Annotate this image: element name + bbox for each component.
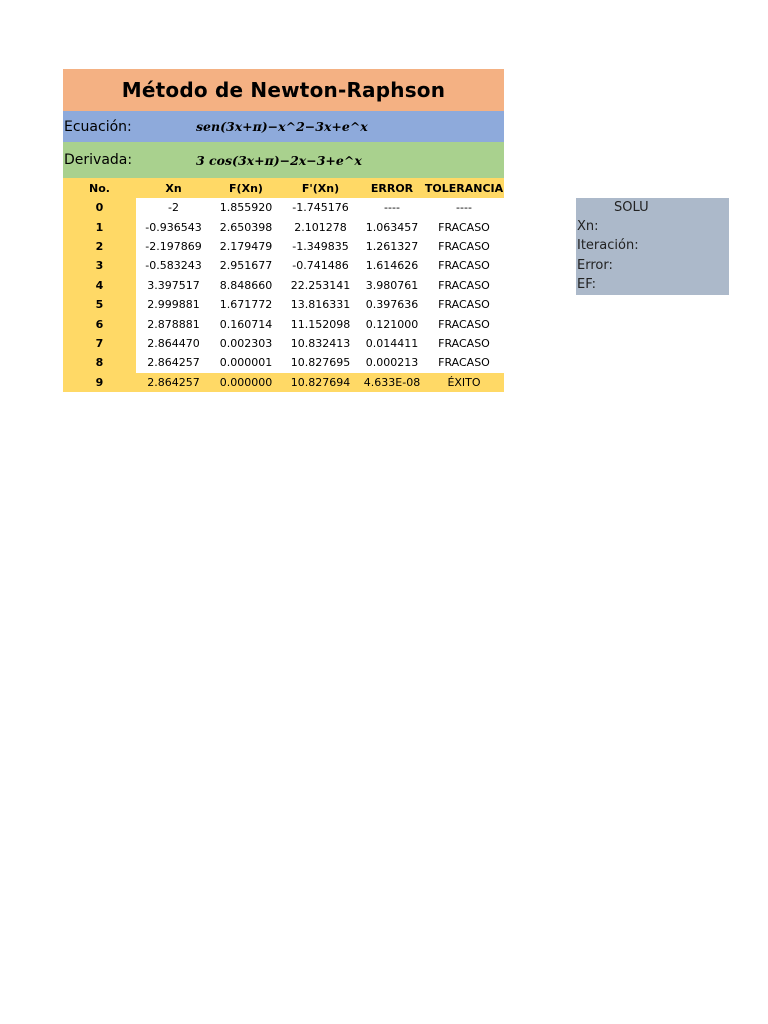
sheet-title: Método de Newton-Raphson (63, 69, 504, 111)
cell-no: 2 (63, 237, 136, 256)
cell-fxn: 0.000001 (211, 353, 281, 372)
table-row (63, 198, 504, 217)
header-dfxn: F'(Xn) (281, 178, 360, 198)
cell-dfxn: 10.832413 (281, 334, 360, 353)
solution-title: SOLU (614, 200, 649, 215)
cell-tolerancia: FRACASO (424, 314, 504, 333)
cell-no: 8 (63, 353, 136, 372)
cell-no: 6 (63, 314, 136, 333)
cell-no: 4 (63, 276, 136, 295)
cell-dfxn: -1.745176 (281, 198, 360, 217)
cell-fxn: 0.160714 (211, 314, 281, 333)
cell-error: 1.063457 (360, 217, 424, 236)
ecuacion-label: Ecuación: (64, 118, 132, 135)
cell-error: 0.121000 (360, 314, 424, 333)
cell-error: 4.633E-08 (360, 373, 424, 392)
cell-dfxn: -0.741486 (281, 256, 360, 275)
cell-fxn: 0.002303 (211, 334, 281, 353)
cell-error: 0.397636 (360, 295, 424, 314)
newton-raphson-sheet (63, 69, 504, 392)
cell-xn: 3.397517 (136, 276, 211, 295)
solution-xn-label: Xn: (577, 219, 599, 234)
cell-no: 5 (63, 295, 136, 314)
cell-fxn: 2.179479 (211, 237, 281, 256)
cell-fxn: 2.951677 (211, 256, 281, 275)
table-row (63, 237, 504, 256)
cell-dfxn: 22.253141 (281, 276, 360, 295)
cell-tolerancia: FRACASO (424, 237, 504, 256)
cell-tolerancia: ---- (424, 198, 504, 217)
cell-tolerancia: FRACASO (424, 276, 504, 295)
cell-dfxn: 13.816331 (281, 295, 360, 314)
cell-tolerancia: FRACASO (424, 217, 504, 236)
cell-tolerancia: FRACASO (424, 256, 504, 275)
cell-error: 1.614626 (360, 256, 424, 275)
table-row (63, 334, 504, 353)
cell-fxn: 1.671772 (211, 295, 281, 314)
cell-xn: 2.864257 (136, 373, 211, 392)
table-row (63, 373, 504, 392)
cell-dfxn: 10.827695 (281, 353, 360, 372)
table-row (63, 353, 504, 372)
table-row (63, 314, 504, 333)
header-error: ERROR (360, 178, 424, 198)
header-xn: Xn (136, 178, 211, 198)
ecuacion-row (63, 111, 504, 142)
cell-xn: -2.197869 (136, 237, 211, 256)
header-fxn: F(Xn) (211, 178, 281, 198)
cell-error: 0.000213 (360, 353, 424, 372)
table-header-row (63, 178, 504, 198)
cell-tolerancia: FRACASO (424, 295, 504, 314)
solution-panel (576, 198, 729, 295)
derivada-formula: 3 cos(3x+π)−2x−3+e^x (196, 152, 362, 168)
cell-error: 3.980761 (360, 276, 424, 295)
derivada-row (63, 142, 504, 178)
iterations-table (63, 178, 504, 392)
cell-no: 3 (63, 256, 136, 275)
cell-xn: 2.864257 (136, 353, 211, 372)
cell-xn: -2 (136, 198, 211, 217)
cell-error: 1.261327 (360, 237, 424, 256)
cell-no: 9 (63, 373, 136, 392)
cell-error: ---- (360, 198, 424, 217)
cell-tolerancia: FRACASO (424, 334, 504, 353)
cell-xn: 2.864470 (136, 334, 211, 353)
derivada-label: Derivada: (64, 152, 133, 168)
header-tolerancia: TOLERANCIA (424, 178, 504, 198)
cell-no: 7 (63, 334, 136, 353)
table-row (63, 217, 504, 236)
cell-error: 0.014411 (360, 334, 424, 353)
cell-dfxn: 10.827694 (281, 373, 360, 392)
table-row (63, 276, 504, 295)
cell-xn: 2.878881 (136, 314, 211, 333)
cell-dfxn: 2.101278 (281, 217, 360, 236)
cell-dfxn: 11.152098 (281, 314, 360, 333)
cell-no: 0 (63, 198, 136, 217)
cell-dfxn: -1.349835 (281, 237, 360, 256)
table-row (63, 295, 504, 314)
cell-xn: -0.936543 (136, 217, 211, 236)
cell-fxn: 8.848660 (211, 276, 281, 295)
cell-fxn: 0.000000 (211, 373, 281, 392)
solution-ef-label: EF: (577, 277, 597, 292)
cell-xn: 2.999881 (136, 295, 211, 314)
cell-fxn: 2.650398 (211, 217, 281, 236)
cell-xn: -0.583243 (136, 256, 211, 275)
cell-fxn: 1.855920 (211, 198, 281, 217)
solution-error-label: Error: (577, 258, 613, 273)
cell-no: 1 (63, 217, 136, 236)
cell-tolerancia: FRACASO (424, 353, 504, 372)
cell-tolerancia: ÉXITO (424, 373, 504, 392)
header-no: No. (63, 178, 136, 198)
solution-iteracion-label: Iteración: (577, 238, 639, 253)
table-row (63, 256, 504, 275)
ecuacion-formula: sen(3x+π)−x^2−3x+e^x (196, 119, 368, 134)
